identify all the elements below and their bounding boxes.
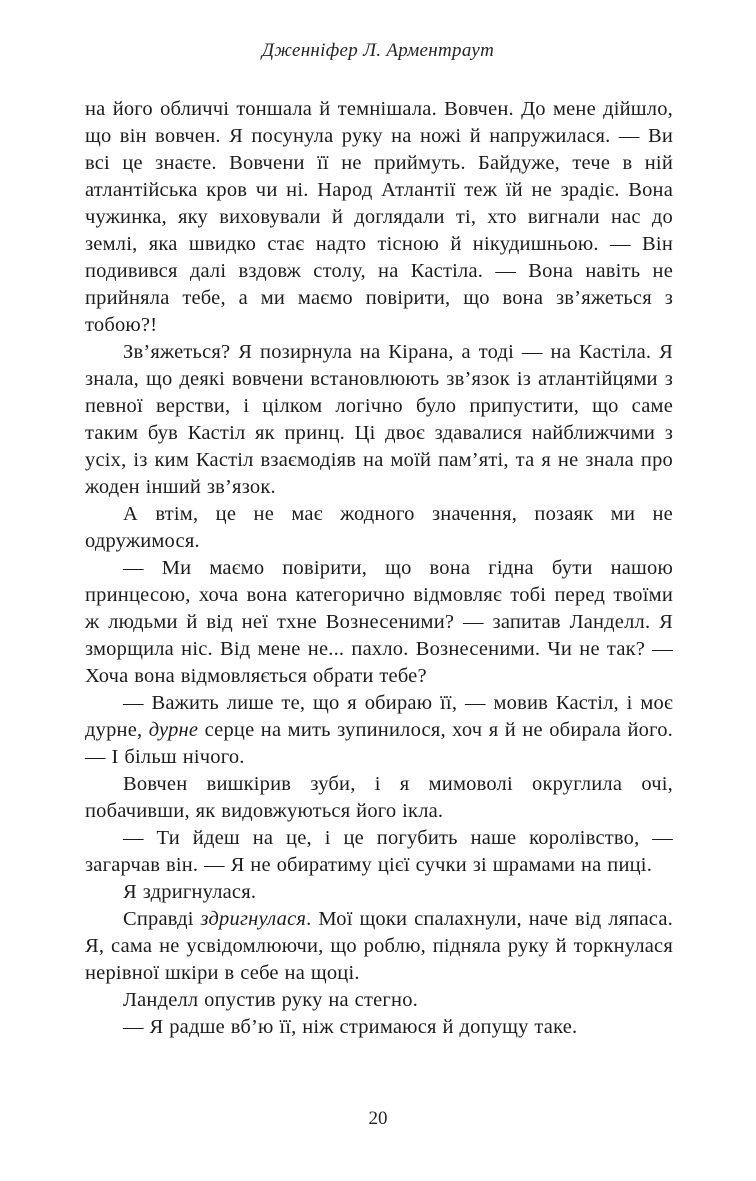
text-run: серце на мить зупинилося, хоч я й не обирала його. — І більш нічого. — [85, 719, 674, 768]
text-run: — Ти йдеш на це, і це погубить наше королівство, — загарчав він. — Я не обиратиму цієї сучки зі шрамами на пиці. — [85, 827, 673, 876]
italic-run: дурне — [148, 719, 199, 741]
text-run: Справді — [123, 908, 201, 930]
running-header: Дженніфер Л. Арментраут — [261, 40, 495, 61]
paragraph — [85, 906, 673, 987]
text-run: Я здригнулася. — [123, 881, 257, 903]
page-number: 20 — [368, 1108, 388, 1129]
paragraph — [85, 96, 673, 339]
text-run: на його обличчі тоншала й темнішала. Вовчен. До мене дійшло, що він вовчен. Я посунула руку на ножі й напружилася. — Ви всі це знаєте. Вовчени її не приймуть. Байдуже, тече в ній атлантійська кров чи ні. Народ Атлантії теж їй не зрадіє. Вона чужинка, яку виховували й доглядали ті, хто вигнали нас до землі, яка швидко стає надто тісною й нікудишньою. — Він подивився далі вздовж столу, на Кастіла. — Вона навіть не прийняла тебе, а ми маємо повірити, що вона зв’яжеться з тобою?! — [85, 98, 673, 336]
italic-run: здригнулася — [200, 908, 307, 930]
paragraph — [85, 987, 673, 1014]
text-run: — Важить лише те, що я обираю її, — мовив Кастіл, і моє дурне, — [85, 692, 673, 741]
paragraph — [85, 339, 673, 501]
text-run: А втім, це не має жодного значення, позаяк ми не одружимося. — [85, 503, 673, 552]
paragraph — [85, 501, 673, 555]
paragraph — [85, 555, 673, 690]
text-run: — Ми маємо повірити, що вона гідна бути нашою принцесою, хоча вона категорично відмовляє тобі перед твоїми ж людьми й від неї тхне Вознесеними? — запитав Ланделл. Я зморщила ніс. Від мене не... пахло. Вознесеними. Чи не так? — Хоча вона відмовляється обрати тебе? — [85, 557, 673, 687]
text-run: Ланделл опустив руку на стегно. — [123, 989, 418, 1011]
text-run: — Я радше вб’ю її, ніж стримаюся й допущу таке. — [123, 1016, 578, 1038]
text-run: Вовчен вишкірив зуби, і я мимоволі округлила очі, побачивши, як видовжуються його ікла. — [85, 773, 673, 822]
paragraph — [85, 690, 673, 771]
body-text — [85, 96, 673, 1041]
paragraph — [85, 1014, 673, 1041]
text-run: Зв’яжеться? Я позирнула на Кірана, а тоді — на Кастіла. Я знала, що деякі вовчени встановлюють зв’язок із атлантійцями з певної верстви, і цілком логічно було припустити, що саме таким був Кастіл як принц. Ці двоє здавалися найближчими з усіх, із ким Кастіл взаємодіяв на моїй пам’яті, та я не знала про жоден інший зв’язок. — [85, 341, 673, 498]
paragraph — [85, 771, 673, 825]
paragraph — [85, 825, 673, 879]
paragraph — [85, 879, 673, 906]
text-run: . Мої щоки спалахнули, наче від ляпаса. Я, сама не усвідомлюючи, що роблю, підняла руку й торкнулася нерівної шкіри в себе на щоці. — [85, 908, 673, 984]
